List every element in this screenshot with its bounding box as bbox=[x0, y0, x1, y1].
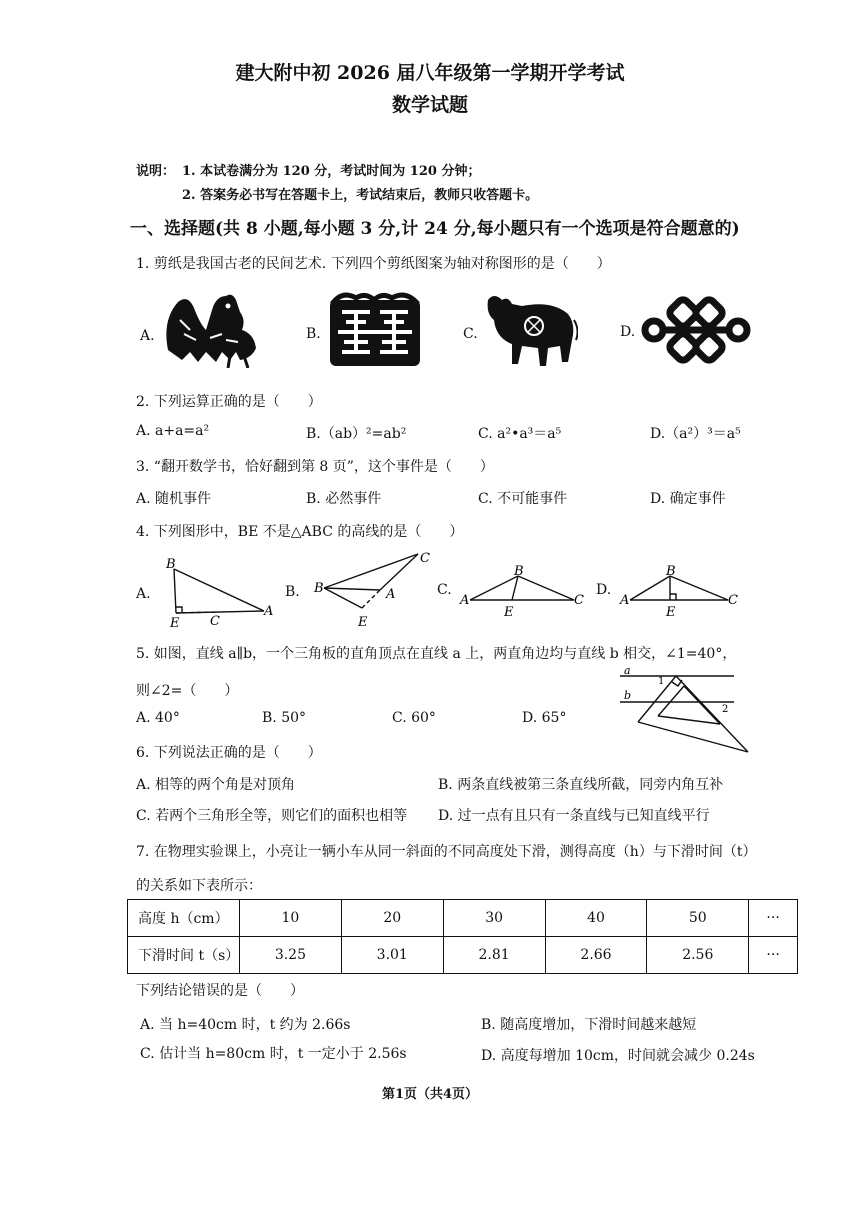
q4c-label-b: B bbox=[514, 564, 524, 579]
q4b-label-c: C bbox=[420, 551, 430, 566]
q2-option-b: B.（ab）²=ab² bbox=[306, 426, 407, 442]
question-2-stem: 2. 下列运算正确的是（ ） bbox=[136, 394, 322, 410]
q3-option-b: B. 必然事件 bbox=[306, 491, 382, 507]
q1-option-a-label: A. bbox=[140, 328, 155, 344]
q4c-label-a: A bbox=[460, 593, 470, 608]
q5-label-b: b bbox=[624, 689, 632, 702]
ox-papercut-icon bbox=[482, 290, 578, 370]
q7-option-b: B. 随高度增加，下滑时间越来越短 bbox=[481, 1017, 697, 1033]
q6-option-b: B. 两条直线被第三条直线所截，同旁内角互补 bbox=[438, 777, 724, 793]
table-cell: 2.56 bbox=[647, 937, 749, 974]
table-cell: 3.01 bbox=[341, 937, 443, 974]
q4a-label-b: B bbox=[166, 557, 176, 572]
q1-option-b-label: B. bbox=[306, 326, 321, 342]
table-row-time bbox=[128, 937, 798, 974]
q4c-label-e: E bbox=[504, 605, 514, 620]
height-time-table bbox=[127, 899, 798, 974]
q2-option-c: C. a²•a³＝a⁵ bbox=[478, 426, 562, 442]
question-1-stem: 1. 剪纸是我国古老的民间艺术. 下列四个剪纸图案为轴对称图形的是（ ） bbox=[136, 256, 611, 272]
q5-figure bbox=[614, 666, 774, 760]
q6-option-a: A. 相等的两个角是对顶角 bbox=[136, 777, 296, 793]
q2-option-a: A. a+a=a² bbox=[136, 423, 210, 439]
table-cell: 2.81 bbox=[443, 937, 545, 974]
q7-option-a: A. 当 h=40cm 时，t 约为 2.66s bbox=[140, 1017, 351, 1033]
question-7-substem: 下列结论错误的是（ ） bbox=[136, 983, 304, 999]
q4-figure-a bbox=[158, 553, 283, 631]
q7-option-d: D. 高度每增加 10cm，时间就会减少 0.24s bbox=[481, 1048, 755, 1064]
table-cell: 下滑时间 t（s） bbox=[128, 937, 240, 974]
rooster-papercut-icon bbox=[160, 290, 270, 368]
q4d-label-b: B bbox=[666, 564, 676, 579]
table-cell: 30 bbox=[443, 900, 545, 937]
q4-figure-d bbox=[618, 562, 750, 622]
note-1: 1. 本试卷满分为 120 分，考试时间为 120 分钟； bbox=[182, 164, 481, 179]
q4-option-d-label: D. bbox=[596, 582, 612, 598]
q4b-label-a: A bbox=[386, 587, 396, 602]
question-5-stem-continued: 则∠2=（ ） bbox=[136, 683, 239, 699]
q4-option-c-label: C. bbox=[437, 582, 452, 598]
q6-option-d: D. 过一点有且只有一条直线与已知直线平行 bbox=[438, 808, 710, 824]
q5-label-a: a bbox=[624, 666, 631, 677]
exam-subtitle: 数学试题 bbox=[391, 94, 468, 116]
question-5-stem: 5. 如图，直线 a∥b，一个三角板的直角顶点在直线 a 上，两直角边均与直线 b 相交，∠1=40°， bbox=[136, 646, 737, 662]
table-cell: 2.66 bbox=[545, 937, 647, 974]
section-heading: 一、选择题(共 8 小题,每小题 3 分,计 24 分,每小题只有一个选项是符合题意的) bbox=[130, 219, 740, 239]
notes-lead: 说明： bbox=[136, 164, 176, 179]
q6-option-c: C. 若两个三角形全等，则它们的面积也相等 bbox=[136, 808, 408, 824]
q3-option-d: D. 确定事件 bbox=[650, 491, 726, 507]
q4a-label-c: C bbox=[210, 614, 220, 629]
q4-option-a-label: A. bbox=[136, 586, 151, 602]
table-cell: 高度 h（cm） bbox=[128, 900, 240, 937]
table-cell: 50 bbox=[647, 900, 749, 937]
q5-option-c: C. 60° bbox=[392, 710, 436, 726]
q4-option-b-label: B. bbox=[285, 584, 300, 600]
exam-title: 建大附中初 2026 届八年级第一学期开学考试 bbox=[235, 62, 625, 84]
q4b-label-b: B bbox=[314, 581, 324, 596]
q4d-label-c: C bbox=[728, 593, 738, 608]
q2-option-d: D.（a²）³＝a⁵ bbox=[650, 426, 741, 442]
q4b-label-e: E bbox=[358, 615, 368, 630]
q4a-label-e: E bbox=[170, 616, 180, 631]
q4c-label-c: C bbox=[574, 593, 584, 608]
q1-option-d-label: D. bbox=[620, 324, 636, 340]
table-cell: 20 bbox=[341, 900, 443, 937]
question-3-stem: 3. “翻开数学书，恰好翻到第 8 页”，这个事件是（ ） bbox=[136, 459, 494, 475]
q3-option-c: C. 不可能事件 bbox=[478, 491, 568, 507]
question-7-stem-continued: 的关系如下表所示： bbox=[136, 878, 262, 894]
question-4-stem: 4. 下列图形中，BE 不是△ABC 的高线的是（ ） bbox=[136, 524, 464, 540]
q5-option-b: B. 50° bbox=[262, 710, 307, 726]
q5-label-angle-1: 1 bbox=[658, 676, 665, 687]
q4-figure-b bbox=[310, 548, 438, 632]
note-2: 2. 答案务必书写在答题卡上，考试结束后，教师只收答题卡。 bbox=[182, 188, 539, 203]
q4d-label-a: A bbox=[620, 593, 630, 608]
q5-option-a: A. 40° bbox=[136, 710, 180, 726]
question-6-stem: 6. 下列说法正确的是（ ） bbox=[136, 745, 322, 761]
question-7-stem: 7. 在物理实验课上，小亮让一辆小车从同一斜面的不同高度处下滑，测得高度（h）与下滑时间（t） bbox=[136, 844, 757, 860]
table-cell: ··· bbox=[749, 900, 798, 937]
chinese-knot-papercut-icon bbox=[640, 292, 752, 368]
q5-label-angle-2: 2 bbox=[722, 704, 729, 715]
table-cell: 3.25 bbox=[240, 937, 342, 974]
q5-option-d: D. 65° bbox=[522, 710, 567, 726]
table-row-height bbox=[128, 900, 798, 937]
q4a-label-a: A bbox=[264, 604, 274, 619]
table-cell: ··· bbox=[749, 937, 798, 974]
q3-option-a: A. 随机事件 bbox=[136, 491, 212, 507]
table-cell: 40 bbox=[545, 900, 647, 937]
q4-figure-c bbox=[458, 562, 590, 622]
double-happiness-papercut-icon bbox=[322, 290, 428, 370]
q4d-label-e: E bbox=[666, 605, 676, 620]
q1-option-c-label: C. bbox=[463, 326, 478, 342]
table-cell: 10 bbox=[240, 900, 342, 937]
page-footer: 第1页（共4页） bbox=[381, 1087, 479, 1102]
q7-option-c: C. 估计当 h=80cm 时，t 一定小于 2.56s bbox=[140, 1046, 407, 1062]
